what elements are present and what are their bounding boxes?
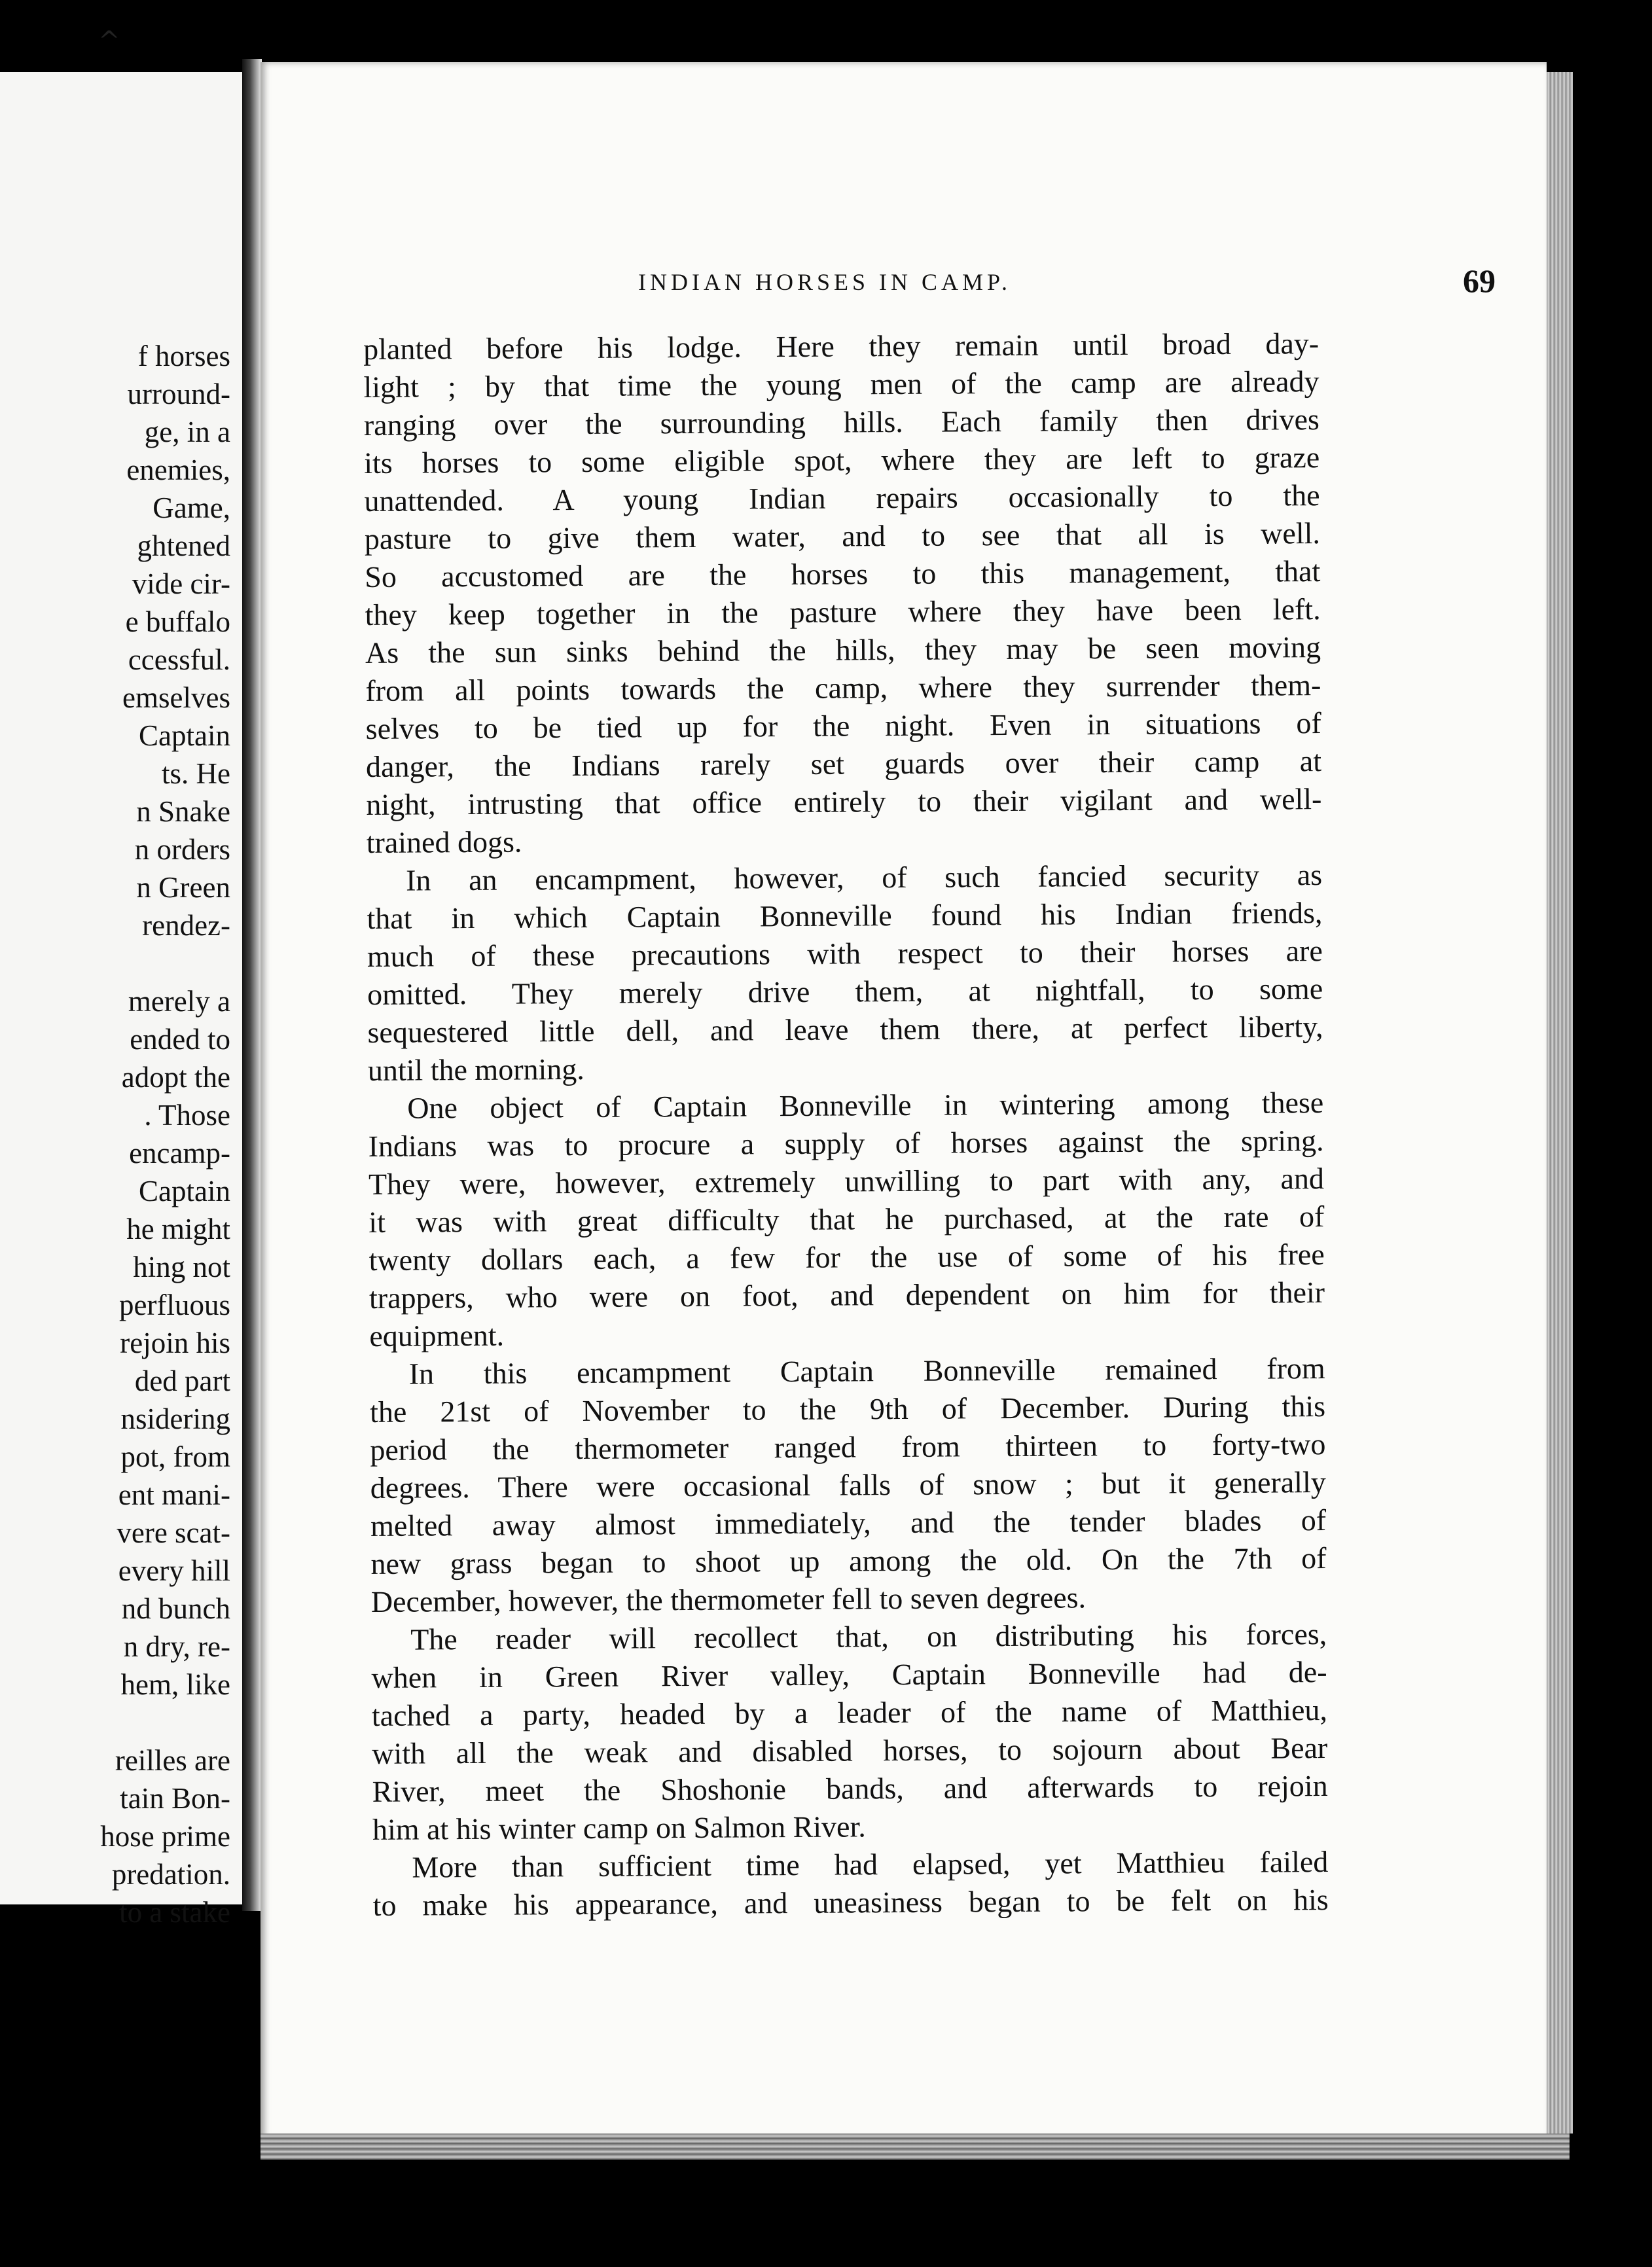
left-page-line <box>100 944 230 982</box>
text-line: In an encampment, however, of such fancied security as <box>405 858 1323 897</box>
page-number: 69 <box>1463 262 1496 299</box>
text-line: twenty dollars each, a few for the use of some of his free <box>368 1238 1325 1277</box>
left-page-line: ded part <box>134 1365 230 1397</box>
text-line: So accustomed are the horses to this management, that <box>365 554 1321 594</box>
page-bottom-edge <box>260 2133 1570 2160</box>
left-page-line: vere scat- <box>117 1516 230 1549</box>
left-page-line: predation. <box>111 1858 230 1891</box>
text-line: danger, the Indians rarely set guards over their camp at <box>365 744 1322 783</box>
text-line: trappers, who were on foot, and dependent on him for their <box>368 1276 1325 1315</box>
left-page-line: urround- <box>127 378 230 410</box>
left-page-line: ghtened <box>137 529 230 562</box>
left-page-line: reilles are <box>115 1744 230 1777</box>
left-page-line: encamp- <box>129 1137 230 1169</box>
text-line: they keep together in the pasture where they have been left. <box>365 592 1321 632</box>
left-page <box>0 72 245 1929</box>
left-page-line: rendez- <box>142 909 230 942</box>
left-page-line: Captain <box>139 719 230 752</box>
left-page-line: n Snake <box>136 795 230 828</box>
text-line: River, meet the Shoshonie bands, and afterwards to rejoin <box>372 1769 1328 1808</box>
left-page-line: perfluous <box>119 1289 230 1321</box>
left-page-line: hose prime <box>100 1820 230 1853</box>
left-page-line: Captain <box>139 1175 230 1207</box>
page-edge <box>1547 72 1573 2133</box>
text-line: trained dogs. <box>366 825 522 859</box>
text-line: him at his winter camp on Salmon River. <box>372 1810 866 1846</box>
left-page-line: emselves <box>122 681 230 714</box>
left-page-line: tain Bon- <box>120 1782 230 1815</box>
left-page-line: he might <box>126 1213 230 1245</box>
text-line: melted away almost immediately, and the tender blades of <box>370 1503 1327 1543</box>
scan-speck: ^ <box>98 26 120 56</box>
text-line: the 21st of November to the 9th of December. During this <box>369 1389 1326 1429</box>
body-text <box>363 325 1329 1925</box>
text-line: equipment. <box>369 1318 505 1353</box>
left-page-line: ts. He <box>162 757 230 790</box>
left-page-line: . Those <box>144 1099 230 1132</box>
left-page-line: ge, in a <box>144 416 230 448</box>
left-page-line: to a stake <box>119 1896 230 1929</box>
left-page-line: every hill <box>118 1554 230 1587</box>
text-line: sequestered little dell, and leave them there, at perfect liberty, <box>367 1010 1323 1049</box>
left-page-line: nsidering <box>120 1402 230 1435</box>
running-head <box>376 262 1496 301</box>
left-page-line: Game, <box>153 491 230 524</box>
text-line: selves to be tied up for the night. Even in situations of <box>365 706 1321 745</box>
text-line: period the thermometer ranged from thirteen to forty-two <box>370 1427 1326 1467</box>
text-line: pasture to give them water, and to see that all is well. <box>364 516 1321 556</box>
text-line: that in which Captain Bonneville found his Indian friends, <box>367 896 1323 935</box>
left-page-line: e buffalo <box>125 605 230 638</box>
left-page-line: n orders <box>134 833 230 866</box>
left-page-line: pot, from <box>120 1440 230 1473</box>
text-line: December, however, the thermometer fell to seven degrees. <box>370 1580 1086 1618</box>
running-title: INDIAN HORSES IN CAMP. <box>638 269 1012 295</box>
text-line: One object of Captain Bonneville in wintering among these <box>407 1086 1324 1125</box>
text-line: its horses to some eligible spot, where they are left to graze <box>364 440 1320 480</box>
left-page-line: merely a <box>128 985 230 1018</box>
text-line: More than sufficient time had elapsed, yet Matthieu failed <box>412 1845 1329 1884</box>
text-line: unattended. A young Indian repairs occasionally to the <box>364 478 1320 518</box>
text-line: In this encampment Captain Bonneville remained from <box>408 1351 1325 1391</box>
left-page-line: n dry, re- <box>123 1630 230 1663</box>
left-page-line: rejoin his <box>120 1327 230 1359</box>
left-page-line: hem, like <box>120 1668 230 1701</box>
text-line: As the sun sinks behind the hills, they may be seen moving <box>365 630 1321 669</box>
left-page-line <box>100 1704 230 1741</box>
text-line: night, intrusting that office entirely to their vigilant and well- <box>366 782 1322 821</box>
left-page-text <box>100 337 230 1931</box>
left-page-line: ended to <box>130 1023 230 1056</box>
text-line: tached a party, headed by a leader of the name of Matthieu, <box>371 1693 1328 1732</box>
left-page-line: vide cir- <box>132 567 230 600</box>
left-page-line: adopt the <box>121 1061 230 1094</box>
text-line: ranging over the surrounding hills. Each family then drives <box>363 402 1320 442</box>
text-line: They were, however, extremely unwilling to part with any, and <box>368 1162 1325 1201</box>
left-page-line: f horses <box>137 340 230 372</box>
text-line: when in Green River valley, Captain Bonneville had de- <box>371 1655 1327 1694</box>
text-line: it was with great difficulty that he purchased, at the rate of <box>368 1200 1325 1239</box>
text-line: Indians was to procure a supply of horses against the spring. <box>368 1124 1324 1163</box>
left-page-line: ccessful. <box>128 643 230 676</box>
text-line: new grass began to shoot up among the old. On the 7th of <box>370 1541 1327 1580</box>
book-gutter <box>242 59 262 1911</box>
text-line: light ; by that time the young men of the camp are already <box>363 365 1320 404</box>
text-line: omitted. They merely drive them, at nightfall, to some <box>367 972 1323 1011</box>
text-line: The reader will recollect that, on distributing his forces, <box>410 1617 1327 1656</box>
text-line: much of these precautions with respect to their horses are <box>367 934 1323 973</box>
text-line: until the morning. <box>367 1052 584 1087</box>
text-line: degrees. There were occasional falls of snow ; but it generally <box>370 1465 1326 1505</box>
text-line: with all the weak and disabled horses, to sojourn about Bear <box>372 1731 1328 1770</box>
left-page-line: hing not <box>133 1251 230 1283</box>
left-page-line: nd bunch <box>121 1592 230 1625</box>
left-page-line: enemies, <box>126 454 230 486</box>
text-line: from all points towards the camp, where they surrender them- <box>365 668 1321 707</box>
left-page-line: ent mani- <box>118 1478 230 1511</box>
text-line: to make his appearance, and uneasiness began to be felt on his <box>372 1883 1329 1922</box>
left-page-line: n Green <box>136 871 230 904</box>
text-line: planted before his lodge. Here they remain until broad day- <box>363 327 1320 366</box>
